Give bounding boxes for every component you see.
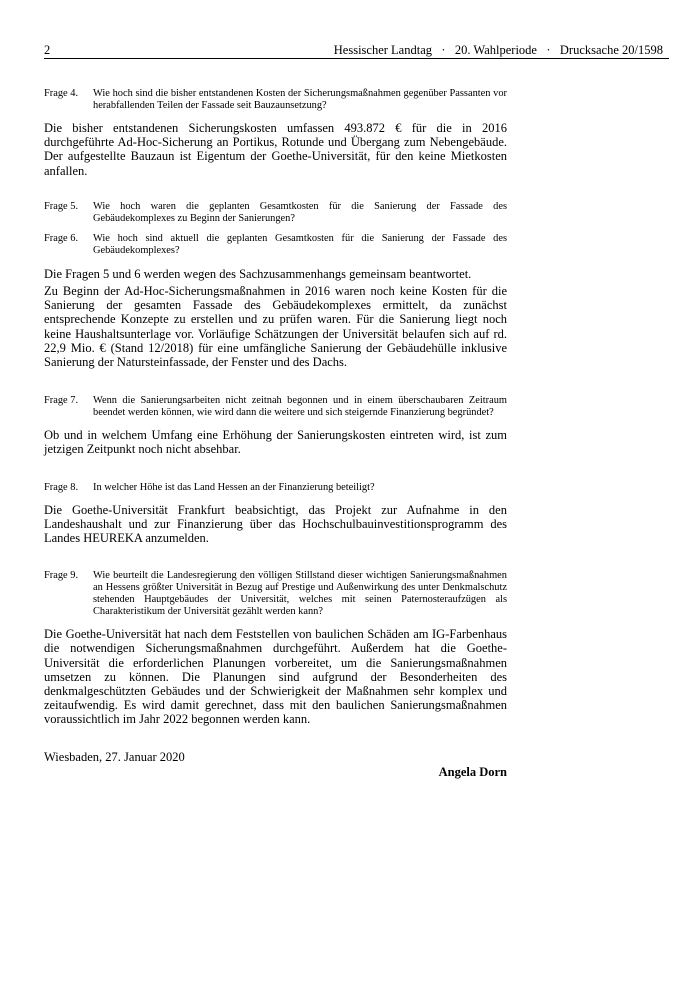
question-text: Wie hoch sind die bisher entstandenen Kosten der Sicherungsmaßnahmen gegenüber Passanten vor herabfallenden Teilen der Fassade seit Bauzaunsetzung? (93, 88, 507, 111)
question-5 (44, 201, 507, 225)
answer-5-6: Zu Beginn der Ad-Hoc-Sicherungsmaßnahmen in 2016 waren noch keine Kosten für die Sanierung der gesamten Fassade des Gebäudekomplexes ermittelt, da zunächst entsprechende Konzepte zu erstellen und zu prüfen waren. Für die Sanierung liegt noch keine Haushaltsunterlage vor. Vorläufige Schätzungen der Universität belaufen sich auf rd. 22,9 Mio. € (Stand 12/2018) für eine umfängliche Sanierung der Gebäudehülle inklusive Sanierung der Natursteinfassade, der Fenster und des Dachs. (44, 284, 507, 370)
question-label: Frage 4. (44, 88, 79, 99)
header-rule (44, 58, 669, 59)
signature-block (44, 750, 507, 784)
answer-4: Die bisher entstandenen Sicherungskosten umfassen 493.872 € für die in 2016 durchgeführte Ad-Hoc-Sicherung an Portikus, Rotunde und Übergang zum Nebengebäude. Der aufgestellte Bauzaun ist Eigentum der Goethe-Universität, für den keine Mietkosten anfallen. (44, 121, 507, 178)
place-date: Wiesbaden, 27. Januar 2020 (44, 749, 185, 764)
page-number: 2 (44, 43, 51, 57)
question-label: Frage 5. (44, 200, 79, 212)
signatory-name: Angela Dorn (438, 764, 507, 779)
question-6 (44, 233, 507, 257)
question-text: Wie hoch waren die geplanten Gesamtkosten für die Sanierung der Fassade des Gebäudekomplexes zu Beginn der Sanierungen? (93, 200, 507, 224)
answer-8: Die Goethe-Universität Frankfurt beabsichtigt, das Projekt zur Aufnahme in den Landeshaushalt und zur Finanzierung über das Hochschulbauinvestitionsprogramm des Landes HEUREKA anzumelden. (44, 502, 507, 546)
page-header (44, 42, 669, 58)
question-8 (44, 482, 507, 494)
document-body (44, 88, 507, 784)
question-label: Frage 7. (44, 395, 79, 407)
answer-9: Die Goethe-Universität hat nach dem Feststellen von baulichen Schäden am IG-Farbenhaus die notwendigen Sicherungsmaßnahmen durchgeführt. Außerdem hat die Goethe-Universität die erforderlichen Planungen vorbereitet, um die Sanierungsmaßnahmen umsetzen zu können. Die Planungen sind aufgrund der Besonderheiten des denkmalgeschützten Gebäudes und der Schwierigkeit der Maßnahmen sehr komplex und zeitaufwendig. Es wird damit gerechnet, dass mit den baulichen Sanierungsmaßnahmen voraussichtlich im Jahr 2022 begonnen werden kann. (44, 627, 507, 727)
question-7 (44, 395, 507, 419)
question-text: Wenn die Sanierungsarbeiten nicht zeitnah begonnen und in einem überschaubaren Zeitraum beendet werden können, wie wird dann die weitere und sich steigernde Finanzierung begründet? (93, 395, 507, 419)
question-text: Wie hoch sind aktuell die geplanten Gesamtkosten für die Sanierung der Fassade des Gebäudekomplexes? (93, 232, 507, 256)
question-label: Frage 9. (44, 570, 79, 582)
question-text: In welcher Höhe ist das Land Hessen an der Finanzierung beteiligt? (93, 481, 375, 493)
answer-7: Ob und in welchem Umfang eine Erhöhung der Sanierungskosten eintreten wird, ist zum jetzigen Zeitpunkt noch nicht absehbar. (44, 428, 507, 457)
question-label: Frage 6. (44, 232, 79, 244)
question-4 (44, 88, 507, 112)
question-label: Frage 8. (44, 481, 79, 493)
running-title: Hessischer Landtag · 20. Wahlperiode · Drucksache 20/1598 (333, 43, 663, 57)
question-text: Wie beurteilt die Landesregierung den völligen Stillstand dieser wichtigen Sanierungsmaßnahmen an Hessens größter Universität in Bezug auf Prestige und Außenwirkung des unter Denkmalschutz stehenden Hauptgebäudes der Universität, welches mit seinen Paternosteraufzügen als Charakteristikum der Universität gezählt werden kann? (93, 570, 507, 618)
answer-5-6-intro: Die Fragen 5 und 6 werden wegen des Sachzusammenhangs gemeinsam beantwortet. (44, 266, 472, 281)
question-9 (44, 570, 507, 618)
